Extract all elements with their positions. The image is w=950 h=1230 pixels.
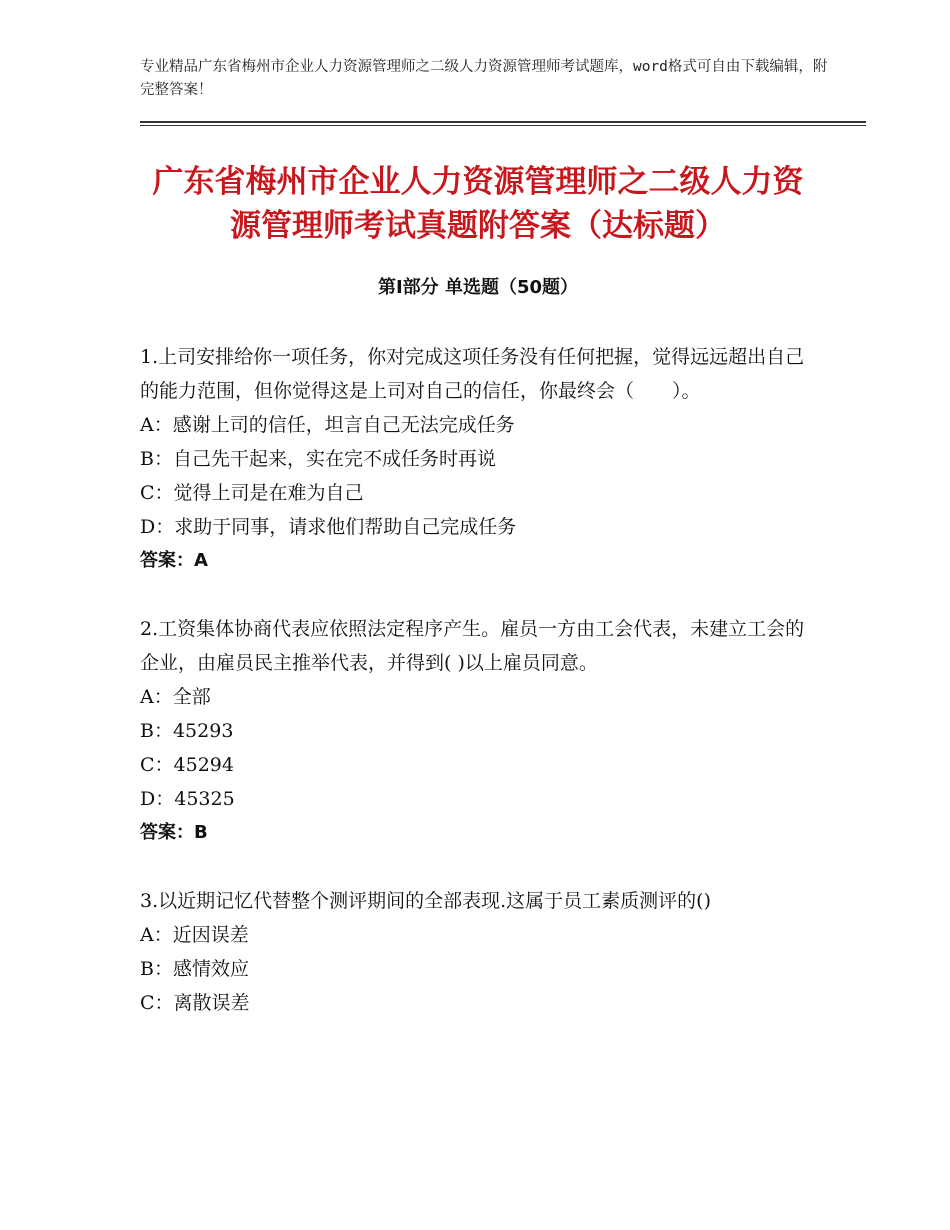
question-option: A：全部	[140, 686, 211, 708]
question-option: C：离散误差	[140, 992, 250, 1014]
question-option: C：觉得上司是在难为自己	[140, 482, 364, 504]
question-answer: 答案：B	[140, 822, 208, 843]
question-2	[140, 612, 816, 850]
question-option: C：45294	[140, 754, 234, 776]
question-1	[140, 340, 816, 578]
question-option: B：感情效应	[140, 958, 249, 980]
question-option: B：45293	[140, 720, 234, 742]
question-option: A：近因误差	[140, 924, 249, 946]
section-heading: 第Ⅰ部分 单选题（50题）	[377, 277, 578, 298]
question-option: D：45325	[140, 788, 235, 810]
question-stem: 2.工资集体协商代表应依照法定程序产生。雇员一方由工会代表，未建立工会的企业，由雇员民主推举代表，并得到( )以上雇员同意。	[140, 618, 805, 674]
question-option: D：求助于同事，请求他们帮助自己完成任务	[140, 516, 517, 538]
question-stem: 3.以近期记忆代替整个测评期间的全部表现.这属于员工素质测评的()	[140, 890, 711, 912]
question-stem: 1.上司安排给你一项任务，你对完成这项任务没有任何把握，觉得远远超出自己的能力范围，但你觉得这是上司对自己的信任，你最终会（ ）。	[140, 346, 805, 402]
question-option: B：自己先干起来，实在完不成任务时再说	[140, 448, 496, 470]
question-list	[140, 340, 816, 1054]
question-answer: 答案：A	[140, 550, 208, 571]
question-3	[140, 884, 816, 1020]
header-rule-thick	[140, 121, 866, 123]
header-rule-thin	[140, 125, 866, 126]
header-note: 专业精品广东省梅州市企业人力资源管理师之二级人力资源管理师考试题库，word格式可自由下载编辑，附完整答案！	[140, 59, 828, 98]
document-title: 广东省梅州市企业人力资源管理师之二级人力资源管理师考试真题附答案（达标题）	[152, 164, 804, 244]
question-option: A：感谢上司的信任，坦言自己无法完成任务	[140, 414, 515, 436]
